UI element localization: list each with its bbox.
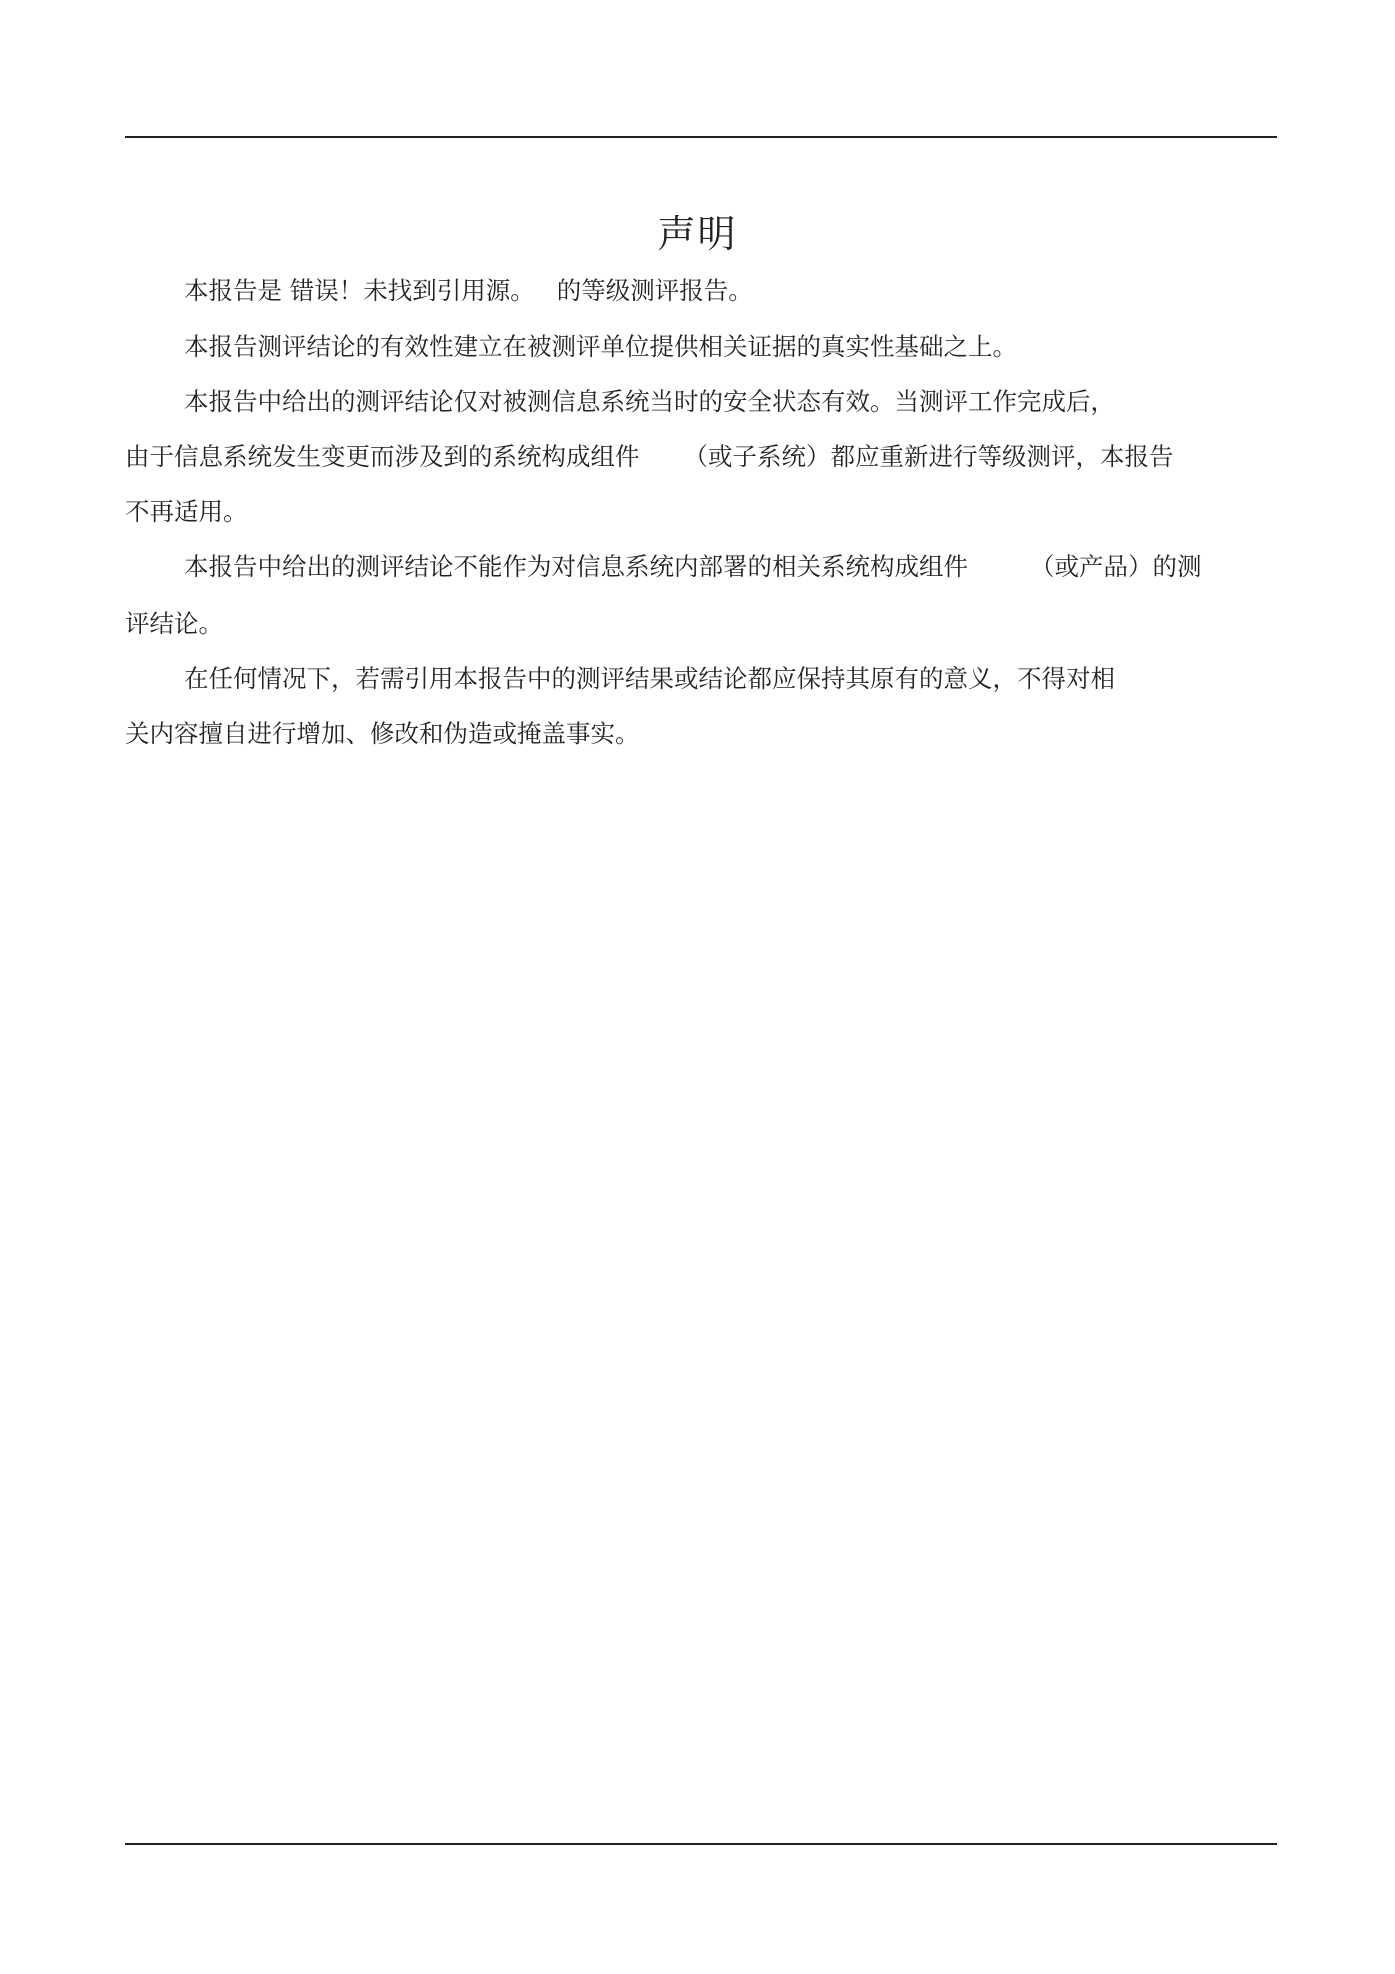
paragraph-4-line-1-b: （或产品）的测: [1030, 552, 1202, 581]
paragraph-2: 本报告测评结论的有效性建立在被测评单位提供相关证据的真实性基础之上。: [184, 332, 1017, 361]
page-title: 声明: [657, 212, 738, 256]
paragraph-1: [184, 276, 753, 305]
footer-rule: [125, 1843, 1277, 1845]
paragraph-4-line-2: 评结论。: [125, 609, 223, 638]
paragraph-4-line-1: [184, 552, 1202, 581]
paragraph-3-line-3: 不再适用。: [125, 497, 248, 526]
paragraph-3-line-2: [125, 442, 1174, 471]
paragraph-1-text-b: 的等级测评报告。: [556, 276, 753, 305]
paragraph-3-line-1: 本报告中给出的测评结论仅对被测信息系统当时的安全状态有效。当测评工作完成后，: [184, 387, 1115, 416]
paragraph-4-line-1-a: 本报告中给出的测评结论不能作为对信息系统内部署的相关系统构成组件: [184, 552, 968, 581]
header-rule: [125, 136, 1277, 138]
paragraph-1-text-a: 本报告是 错误！未找到引用源。: [184, 276, 535, 305]
paragraph-5-line-2: 关内容擅自进行增加、修改和伪造或掩盖事实。: [125, 719, 640, 748]
paragraph-3-line-2-a: 由于信息系统发生变更而涉及到的系统构成组件: [125, 442, 640, 471]
paragraph-3-line-2-b: （或子系统）都应重新进行等级测评，本报告: [683, 442, 1174, 471]
paragraph-5-line-1: 在任何情况下，若需引用本报告中的测评结果或结论都应保持其原有的意义，不得对相: [184, 664, 1115, 693]
